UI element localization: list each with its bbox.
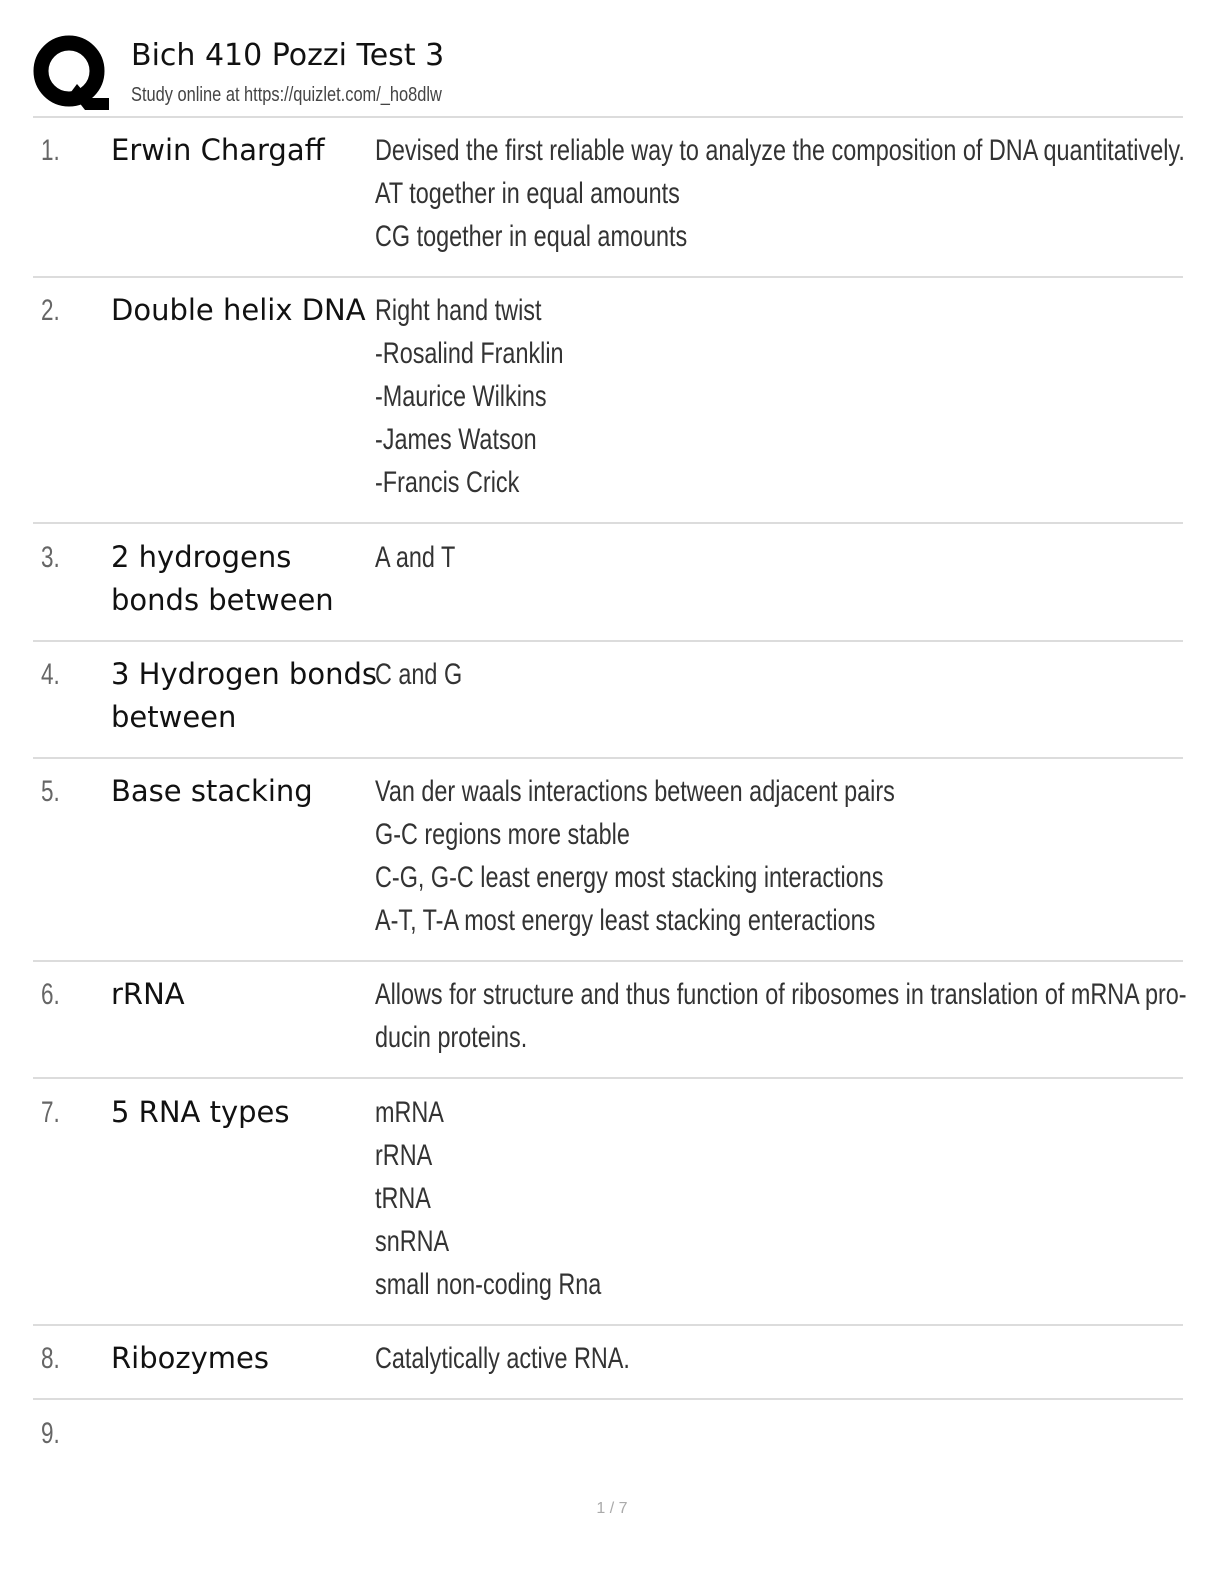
definition-line: rRNA	[375, 1139, 433, 1172]
card-number: 2.	[41, 294, 60, 327]
flashcard-row	[33, 973, 1187, 1071]
definition-line: Devised the first reliable way to analyze the composition of DNA quantitatively.	[375, 134, 1185, 167]
definition-line: small non-coding Rna	[375, 1268, 602, 1301]
page-number: 1 / 7	[596, 1500, 628, 1517]
definition-line: -James Watson	[375, 423, 537, 456]
flashcard-row	[33, 289, 1183, 514]
divider	[33, 960, 1183, 962]
divider	[33, 640, 1183, 642]
flashcard-row	[33, 770, 1183, 953]
definition-line: C-G, G-C least energy most stacking interactions	[375, 861, 884, 894]
card-term: Ribozymes	[111, 1341, 269, 1375]
definition-line: -Rosalind Franklin	[375, 337, 564, 370]
divider	[33, 116, 1183, 118]
card-number: 9.	[41, 1417, 60, 1450]
card-number: 6.	[41, 978, 60, 1011]
definition-line: -Francis Crick	[375, 466, 520, 499]
document-header	[33, 32, 1183, 116]
card-term: Double helix DNA	[111, 293, 366, 327]
card-definition	[375, 973, 1187, 1059]
definition-line: mRNA	[375, 1096, 444, 1129]
definition-line: G-C regions more stable	[375, 818, 630, 851]
card-term: 2 hydrogens bonds between	[111, 540, 334, 617]
divider	[33, 1077, 1183, 1079]
definition-line: tRNA	[375, 1182, 431, 1215]
definition-line: AT together in equal amounts	[375, 177, 680, 210]
card-definition	[375, 129, 1185, 258]
study-online-link-text: Study online at https://quizlet.com/_ho8dlw	[131, 84, 442, 106]
definition-line: CG together in equal amounts	[375, 220, 688, 253]
flashcard-row	[33, 1091, 1183, 1317]
divider	[33, 1324, 1183, 1326]
card-definition	[375, 1337, 1163, 1380]
definition-line: A and T	[375, 541, 456, 574]
divider	[33, 522, 1183, 524]
definition-line: C and G	[375, 658, 463, 691]
flashcard-row	[33, 536, 1183, 632]
divider	[33, 1398, 1183, 1400]
flashcard-row	[33, 1337, 1183, 1393]
definition-line: snRNA	[375, 1225, 450, 1258]
definition-line: Van der waals interactions between adjacent pairs	[375, 775, 895, 808]
card-definition	[375, 1091, 1163, 1306]
card-number: 8.	[41, 1342, 60, 1375]
card-number: 5.	[41, 775, 60, 808]
card-term: 5 RNA types	[111, 1095, 290, 1129]
card-term: Erwin Chargaff	[111, 133, 325, 167]
flashcard-row	[33, 129, 1183, 269]
card-definition	[375, 536, 1163, 579]
definition-line: Catalytically active RNA.	[375, 1342, 630, 1375]
flashcard-row	[33, 1412, 1183, 1468]
definition-line: Right hand twist	[375, 294, 542, 327]
card-term: 3 Hydrogen bonds between	[111, 657, 377, 734]
document-title: Bich 410 Pozzi Test 3	[131, 38, 445, 73]
divider	[33, 757, 1183, 759]
definition-line: ducin proteins.	[375, 1021, 528, 1054]
card-definition	[375, 770, 1163, 942]
card-term: Base stacking	[111, 774, 313, 808]
definition-line: Allows for structure and thus function of ribosomes in translation of mRNA pro-	[375, 978, 1187, 1011]
card-number: 1.	[41, 134, 60, 167]
card-term: rRNA	[111, 977, 185, 1011]
quizlet-logo-icon	[33, 34, 111, 112]
card-definition	[375, 289, 1163, 504]
divider	[33, 276, 1183, 278]
flashcard-row	[33, 653, 1183, 749]
definition-line: -Maurice Wilkins	[375, 380, 547, 413]
card-number: 7.	[41, 1096, 60, 1129]
definition-line: A-T, T-A most energy least stacking enteractions	[375, 904, 876, 937]
card-definition	[375, 653, 1163, 696]
card-number: 4.	[41, 658, 60, 691]
card-number: 3.	[41, 541, 60, 574]
